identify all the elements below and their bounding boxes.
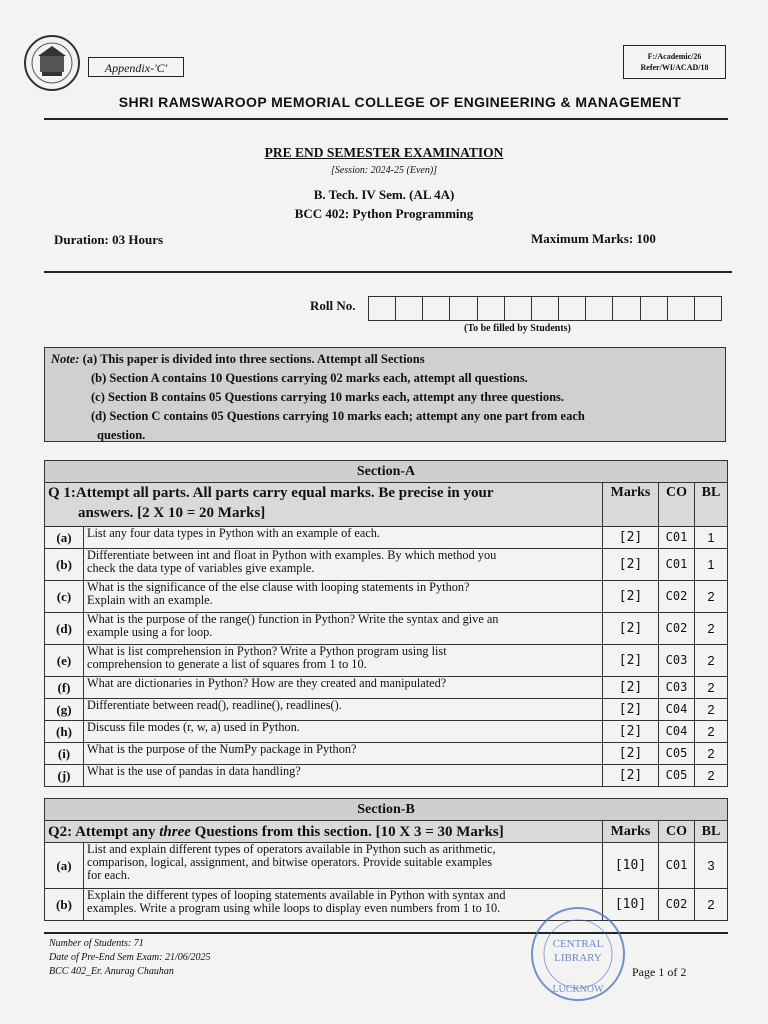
question-line: Discuss file modes (r, w, a) used in Python.: [87, 720, 300, 734]
question-text: [84, 765, 603, 787]
question-co: C05: [659, 743, 695, 765]
col-co-header: CO: [659, 483, 695, 527]
ref-line-2: Refer/WI/ACAD/18: [640, 63, 709, 72]
question-line: Differentiate between int and float in Python with examples. By which method you: [87, 548, 497, 562]
question-marks: [10]: [603, 889, 659, 921]
question-bl: 3: [695, 843, 728, 889]
question-label: (b): [45, 549, 84, 581]
question-line: What is list comprehension in Python? Write a Python program using list: [87, 644, 447, 658]
question-co: C02: [659, 581, 695, 613]
subject-text: BCC 402: Python Programming: [294, 206, 474, 221]
question-text: [84, 581, 603, 613]
question-label: (c): [45, 581, 84, 613]
question-bl: 2: [695, 699, 728, 721]
college-logo: [20, 34, 84, 92]
note-c: (c) Section B contains 05 Questions carrying 10 marks each, attempt any three questions.: [91, 390, 565, 404]
question-marks: [2]: [603, 765, 659, 787]
question-line: comprehension to generate a list of squares from 1 to 10.: [87, 657, 367, 671]
note-d-line1: (d) Section C contains 05 Questions carrying 10 marks each; attempt any one part from each: [91, 409, 585, 423]
question-row: [45, 645, 728, 677]
question-label: (j): [45, 765, 84, 787]
question-row: [45, 581, 728, 613]
question-text: [84, 677, 603, 699]
exam-title: PRE END SEMESTER EXAMINATION: [264, 145, 504, 160]
roll-no-boxes[interactable]: [368, 296, 722, 321]
svg-text:LIBRARY: LIBRARY: [554, 952, 602, 964]
roll-no-note: (To be filled by Students): [464, 323, 571, 334]
info-divider: [44, 271, 732, 273]
question-text: [84, 549, 603, 581]
col-marks-header-b: Marks: [603, 821, 659, 843]
section-b-table: [44, 798, 728, 921]
q2-instruction: [45, 821, 603, 843]
question-row: [45, 743, 728, 765]
instructions-note: [44, 347, 726, 442]
question-marks: [2]: [603, 677, 659, 699]
q2-post: Questions from this section. [10 X 3 = 30 Marks]: [190, 823, 504, 840]
appendix-label: Appendix-'C': [88, 57, 184, 77]
question-row: [45, 765, 728, 787]
question-line: What are dictionaries in Python? How are they created and manipulated?: [87, 676, 447, 690]
question-line: check the data type of variables give example.: [87, 561, 315, 575]
question-bl: 2: [695, 743, 728, 765]
question-line: Differentiate between read(), readline(), readlines().: [87, 698, 342, 712]
question-row: [45, 843, 728, 889]
question-line: comparison, logical, assignment, and bitwise operators. Provide suitable examples: [87, 855, 493, 869]
question-marks: [2]: [603, 645, 659, 677]
question-co: C05: [659, 765, 695, 787]
roll-no-label: Roll No.: [310, 298, 356, 313]
ref-line-1: F:/Academic/26: [647, 52, 702, 61]
section-b-title: Section-B: [45, 799, 728, 821]
question-marks: [2]: [603, 721, 659, 743]
duration-text: Duration: 03 Hours: [54, 232, 164, 247]
college-name: SHRI RAMSWAROOP MEMORIAL COLLEGE OF ENGINEERING & MANAGEMENT: [118, 94, 682, 110]
question-bl: 2: [695, 721, 728, 743]
question-label: (a): [45, 843, 84, 889]
question-bl: 2: [695, 889, 728, 921]
header-divider: [44, 118, 728, 120]
question-row: [45, 549, 728, 581]
question-co: C01: [659, 843, 695, 889]
question-text: [84, 699, 603, 721]
question-row: [45, 699, 728, 721]
question-text: [84, 613, 603, 645]
col-bl-header: BL: [695, 483, 728, 527]
svg-text:LUCKNOW: LUCKNOW: [552, 984, 604, 995]
question-co: C02: [659, 613, 695, 645]
question-line: List and explain different types of operators available in Python such as arithmetic,: [87, 842, 496, 856]
question-co: C04: [659, 699, 695, 721]
question-line: Explain the different types of looping statements available in Python with syntax and: [87, 888, 506, 902]
question-line: for each.: [87, 868, 131, 882]
question-co: C01: [659, 549, 695, 581]
question-marks: [2]: [603, 613, 659, 645]
question-bl: 2: [695, 613, 728, 645]
question-bl: 2: [695, 765, 728, 787]
question-label: (i): [45, 743, 84, 765]
question-co: C03: [659, 677, 695, 699]
page-number: Page 1 of 2: [632, 965, 687, 979]
question-text: [84, 843, 603, 889]
question-bl: 2: [695, 581, 728, 613]
col-marks-header: Marks: [603, 483, 659, 527]
footer-faculty: BCC 402_Er. Anurag Chauhan: [49, 966, 174, 977]
question-line: examples. Write a program using while loops to display even numbers from 1 to 10.: [87, 901, 501, 915]
q2-pre: Q2: Attempt any: [48, 823, 160, 840]
question-co: C01: [659, 527, 695, 549]
question-line: example using a for loop.: [87, 625, 213, 639]
question-row: [45, 677, 728, 699]
question-line: What is the purpose of the NumPy package in Python?: [87, 742, 357, 756]
question-text: [84, 721, 603, 743]
note-d-line2: question.: [97, 428, 146, 442]
max-marks-text: Maximum Marks: 100: [531, 231, 656, 246]
question-label: (g): [45, 699, 84, 721]
question-label: (h): [45, 721, 84, 743]
question-marks: [2]: [603, 581, 659, 613]
question-row: [45, 721, 728, 743]
question-label: (b): [45, 889, 84, 921]
question-marks: [2]: [603, 743, 659, 765]
question-marks: [2]: [603, 699, 659, 721]
q2-em: three: [159, 823, 191, 840]
question-text: [84, 527, 603, 549]
question-label: (d): [45, 613, 84, 645]
question-marks: [10]: [603, 843, 659, 889]
question-row: [45, 527, 728, 549]
footer-date: Date of Pre-End Sem Exam: 21/06/2025: [49, 952, 211, 963]
question-label: (a): [45, 527, 84, 549]
question-label: (f): [45, 677, 84, 699]
col-co-header-b: CO: [659, 821, 695, 843]
footer-students: Number of Students: 71: [49, 938, 144, 949]
question-bl: 1: [695, 527, 728, 549]
question-line: List any four data types in Python with an example of each.: [87, 526, 380, 540]
question-bl: 2: [695, 645, 728, 677]
svg-text:CENTRAL: CENTRAL: [552, 938, 604, 950]
question-row: [45, 613, 728, 645]
question-text: [84, 743, 603, 765]
question-label: (e): [45, 645, 84, 677]
question-bl: 2: [695, 677, 728, 699]
question-marks: [2]: [603, 527, 659, 549]
q1-line2: answers. [2 X 10 = 20 Marks]: [78, 505, 266, 521]
question-marks: [2]: [603, 549, 659, 581]
section-a-table: [44, 460, 728, 787]
q1-instruction: [45, 483, 603, 527]
question-line: What is the use of pandas in data handling?: [87, 764, 301, 778]
question-co: C04: [659, 721, 695, 743]
question-text: [84, 645, 603, 677]
question-line: What is the significance of the else clause with looping statements in Python?: [87, 580, 470, 594]
section-a-title: Section-A: [45, 461, 728, 483]
col-bl-header-b: BL: [695, 821, 728, 843]
reference-box: [623, 45, 726, 79]
question-co: C02: [659, 889, 695, 921]
question-co: C03: [659, 645, 695, 677]
note-label: Note:: [51, 352, 80, 366]
library-stamp: [524, 904, 632, 1004]
note-b: (b) Section A contains 10 Questions carrying 02 marks each, attempt all questions.: [91, 371, 528, 385]
semester-text: B. Tech. IV Sem. (AL 4A): [313, 187, 455, 202]
question-line: Explain with an example.: [87, 593, 213, 607]
question-line: What is the purpose of the range() function in Python? Write the syntax and give an: [87, 612, 499, 626]
q1-line1: Q 1:Attempt all parts. All parts carry equal marks. Be precise in your: [48, 485, 494, 501]
note-a: (a) This paper is divided into three sections. Attempt all Sections: [82, 352, 425, 366]
question-bl: 1: [695, 549, 728, 581]
session-text: [Session: 2024-25 (Even)]: [330, 165, 438, 176]
